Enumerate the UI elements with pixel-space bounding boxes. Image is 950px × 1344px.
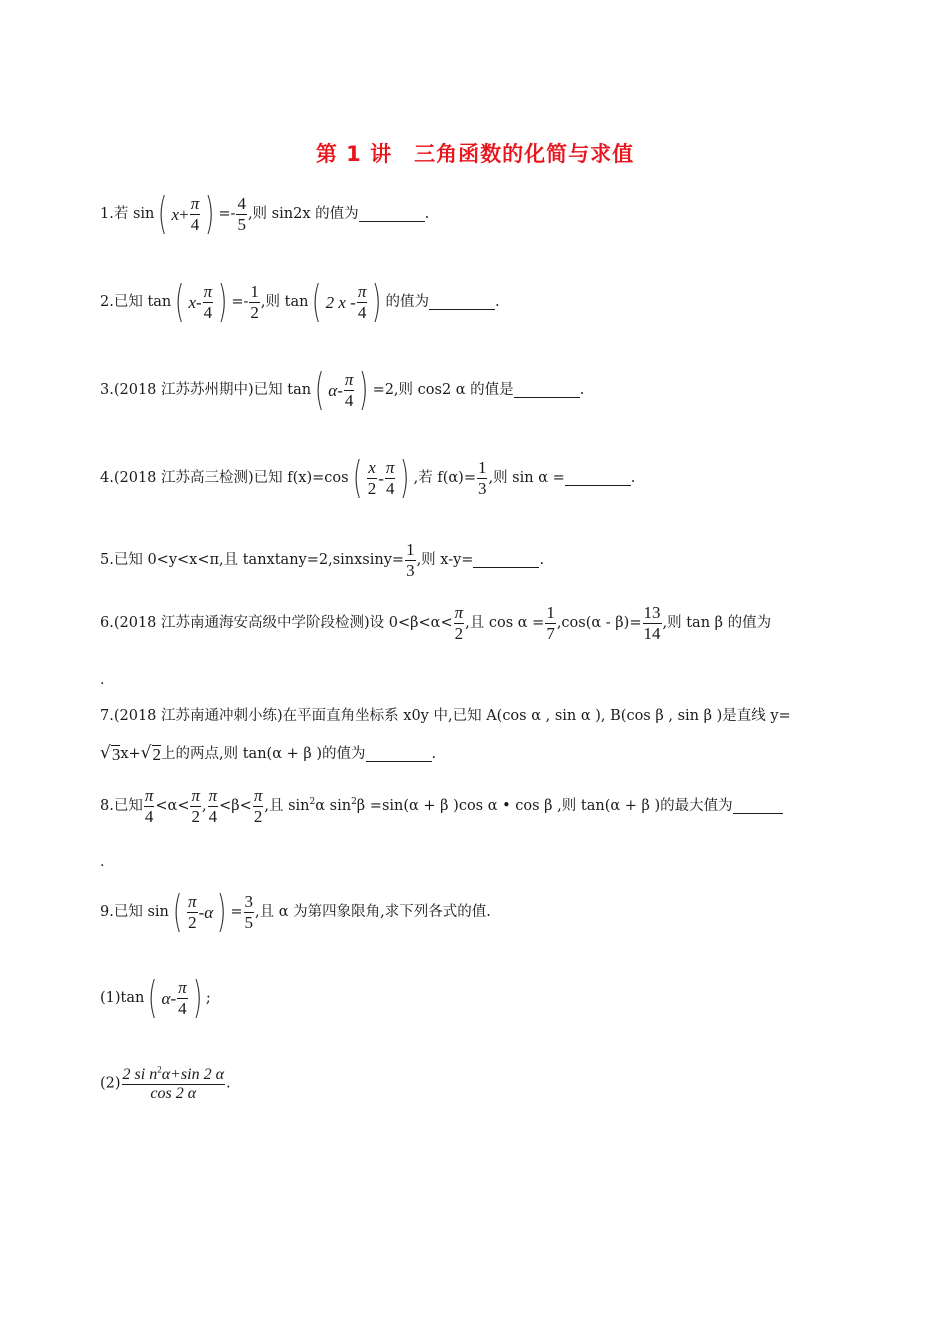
paren-group: ( 2 x - $\frac{\pi}{4}$ ) [312, 276, 382, 327]
problem-2-mid: ,则 tan [260, 293, 309, 310]
minus-sign: - [378, 468, 384, 488]
problem-2 [100, 276, 500, 327]
problem-7-line-2 [100, 745, 436, 763]
numerator: π [188, 891, 197, 911]
numerator: π [357, 281, 367, 301]
denominator: cos 2 α [150, 1085, 197, 1103]
sqrt-3: √ 3 [100, 743, 121, 764]
denominator: 5 [237, 214, 246, 234]
denominator: 4 [385, 478, 395, 498]
fraction-4-5 [236, 194, 247, 234]
numerator: 1 [406, 540, 415, 559]
paren-group: ( x - $\frac{\pi}{4}$ ) [175, 276, 228, 327]
problem-3-tail: =2,则 cos2 α 的值是 [372, 381, 514, 398]
numerator: π [178, 977, 187, 997]
problem-6-mid1: ,且 cos α = [465, 614, 545, 631]
fraction-1-2 [249, 282, 260, 322]
superscript: 2 [309, 797, 316, 808]
denominator: 4 [190, 214, 200, 234]
less-than-alpha: <α< [155, 797, 190, 814]
equals: = [230, 903, 243, 920]
answer-blank[interactable] [429, 295, 495, 310]
problem-4-prefix: 4.(2018 江苏高三检测)已知 f(x)=cos [100, 469, 349, 486]
numerator: 1 [250, 281, 259, 301]
denominator: 2 [250, 302, 259, 322]
problem-8 [100, 786, 783, 826]
superscript: 2 [351, 797, 357, 808]
fraction-pi-2 [454, 603, 465, 643]
problem-1 [100, 188, 430, 239]
denominator: 5 [244, 912, 254, 932]
denominator: 4 [208, 806, 218, 826]
period: . [495, 293, 500, 310]
period: . [225, 1075, 231, 1092]
answer-blank[interactable] [366, 747, 432, 762]
minus-sign: - [337, 380, 343, 400]
comma: , [202, 797, 207, 814]
problem-3 [100, 364, 585, 415]
problem-2-prefix: 2.已知 tan [100, 293, 172, 310]
fraction-pi-4 [177, 978, 188, 1018]
equals: =- [231, 293, 249, 310]
numerator: 3 [244, 891, 254, 911]
fraction-pi-4 [208, 786, 219, 826]
numerator: π [253, 786, 263, 805]
problem-4-mid: ,若 f(α)= [413, 469, 476, 486]
period: . [424, 205, 430, 222]
problem-8-text-1: ,且 sin [264, 797, 310, 814]
problem-1-prefix: 1.若 sin [100, 205, 155, 222]
numerator: π [385, 457, 395, 477]
plus-sign: + [179, 204, 189, 224]
paren-group: ( x + $\frac{\pi}{4}$ ) [158, 188, 215, 239]
minus-sign: - [198, 902, 205, 922]
fraction-pi-4 [357, 282, 368, 322]
fraction-3-5 [244, 892, 255, 932]
numerator: π [208, 786, 218, 805]
fraction-pi-4 [144, 786, 155, 826]
fraction-pi-4 [190, 194, 201, 234]
fraction-pi-2 [253, 786, 264, 826]
fraction-13-14 [643, 603, 662, 643]
denominator: 2 [253, 806, 263, 826]
problem-8-end: . [100, 854, 105, 870]
denominator: 2 [454, 623, 464, 643]
numerator: π [191, 786, 200, 805]
problem-5-tail: ,则 x-y= [416, 551, 474, 568]
problem-8-text-3: β =sin(α + β )cos α • cos β ,则 tan(α + β )的最大值为 [356, 797, 733, 814]
denominator: 4 [178, 998, 187, 1018]
paren-group: ( $\frac{\pi}{2}$ - α ) [172, 886, 227, 937]
problem-2-tail: 的值为 [385, 293, 430, 310]
problem-7-tail: 上的两点,则 tan(α + β )的值为 [161, 745, 366, 762]
minus-sign: - [170, 988, 177, 1008]
problem-7-text: 7.(2018 江苏南通冲刺小练)在平面直角坐标系 x0y 中,已知 A(cos α , sin α ), B(cos β , sin β )是直线 y= [100, 708, 791, 724]
semicolon: ; [205, 989, 211, 1006]
paren-group: ( α - $\frac{\pi}{4}$ ) [314, 364, 369, 415]
problem-4-tail: ,则 sin α = [488, 469, 565, 486]
var-x: x [171, 204, 180, 224]
fraction-pi-2 [187, 892, 198, 932]
page-title: 第 1 讲 三角函数的化简与求值 [315, 142, 635, 166]
numerator: 13 [643, 603, 661, 622]
answer-blank[interactable] [359, 207, 425, 222]
numerator: π [344, 369, 354, 389]
numerator: 1 [546, 603, 555, 622]
sub-question-2-prefix: (2) [100, 1075, 121, 1092]
problem-8-prefix: 8.已知 [100, 797, 143, 814]
numerator: x [368, 457, 376, 477]
sub-question-1 [100, 972, 211, 1023]
problem-6-prefix: 6.(2018 江苏南通海安高级中学阶段检测)设 0<β<α< [100, 614, 453, 631]
fraction-x-2 [367, 458, 378, 498]
denominator: 3 [477, 478, 487, 498]
problem-4 [100, 452, 636, 503]
numerator: π [190, 193, 200, 213]
paren-group: ( α - $\frac{\pi}{4}$ ) [148, 972, 202, 1023]
problem-6 [100, 603, 771, 643]
numerator: π [203, 281, 213, 301]
problem-3-prefix: 3.(2018 江苏苏州期中)已知 tan [100, 381, 312, 398]
numerator [122, 1064, 225, 1084]
var-x: x [188, 292, 196, 312]
numerator-part-2: α+sin 2 α [161, 1066, 224, 1083]
denominator: 4 [203, 302, 213, 322]
problem-6-end: . [100, 672, 105, 688]
fraction-pi-4 [385, 458, 396, 498]
less-than-beta: <β< [219, 797, 252, 814]
fraction-1-3 [405, 540, 416, 580]
equals: =- [218, 205, 236, 222]
superscript: 2 [157, 1064, 162, 1075]
problem-5-prefix: 5.已知 0<y<x<π,且 tanxtany=2,sinxsiny= [100, 551, 405, 568]
denominator: 4 [344, 390, 354, 410]
period: . [431, 745, 437, 762]
problem-6-mid2: ,cos(α - β)= [556, 614, 642, 631]
period: . [630, 469, 636, 486]
fraction-1-7 [545, 603, 556, 643]
problem-5 [100, 540, 544, 580]
numerator: 4 [237, 193, 246, 213]
period: . [539, 551, 545, 568]
radicand: 3 [111, 745, 121, 764]
denominator: 2 [191, 806, 200, 826]
problem-7-mid: x+ [120, 745, 141, 762]
expr-2x: 2 x - [325, 292, 356, 312]
radicand: 2 [152, 745, 162, 764]
numerator: π [454, 603, 464, 622]
minus-sign: - [195, 292, 202, 312]
denominator: 4 [144, 806, 154, 826]
sub-question-2 [100, 1064, 231, 1104]
problem-9-prefix: 9.已知 sin [100, 903, 169, 920]
denominator: 14 [643, 623, 661, 643]
answer-blank[interactable] [733, 799, 783, 814]
sub-question-1-prefix: (1)tan [100, 989, 145, 1006]
denominator: 3 [406, 560, 415, 580]
numerator: 1 [477, 457, 487, 477]
var-alpha: α [161, 988, 171, 1008]
problem-8-text-2: α sin [315, 797, 352, 814]
sqrt-2: √ 2 [140, 743, 162, 764]
fraction-expression [122, 1064, 225, 1104]
fraction-pi-2 [190, 786, 201, 826]
answer-blank[interactable] [565, 471, 631, 486]
var-alpha: α [328, 380, 338, 400]
denominator: 4 [357, 302, 367, 322]
period: . [579, 381, 585, 398]
numerator: π [144, 786, 154, 805]
fraction-pi-4 [344, 370, 355, 410]
var-alpha: α [204, 902, 214, 922]
answer-blank[interactable] [514, 383, 580, 398]
fraction-1-3 [477, 458, 488, 498]
problem-9 [100, 886, 491, 937]
paren-group: ( $\frac{x}{2}$ - $\frac{\pi}{4}$ ) [352, 452, 410, 503]
problem-7-line-1 [100, 709, 791, 724]
numerator-part-1: 2 si n [122, 1066, 158, 1083]
denominator: 2 [367, 478, 377, 498]
fraction-pi-4 [203, 282, 214, 322]
denominator: 7 [546, 623, 555, 643]
problem-1-tail: ,则 sin2x 的值为 [247, 205, 359, 222]
answer-blank[interactable] [473, 553, 539, 568]
problem-6-tail: ,则 tan β 的值为 [662, 614, 772, 631]
problem-9-tail: ,且 α 为第四象限角,求下列各式的值. [255, 903, 491, 920]
denominator: 2 [188, 912, 197, 932]
